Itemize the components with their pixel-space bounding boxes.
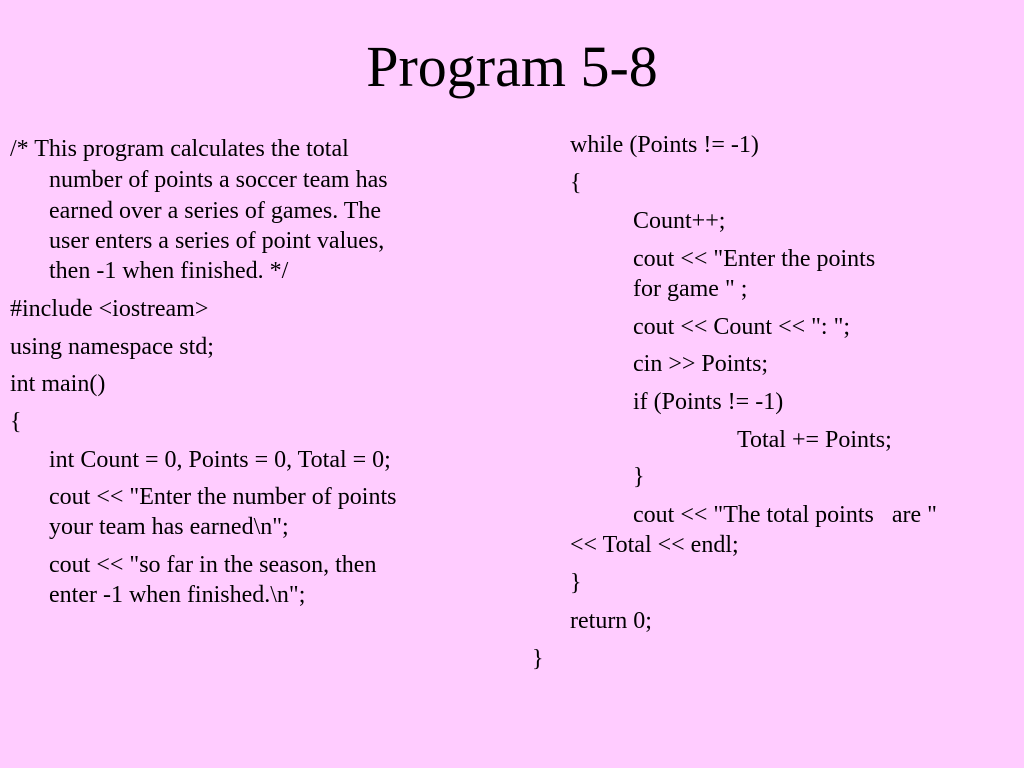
code-line: enter -1 when finished.\n"; (49, 582, 306, 608)
code-line: cout << "so far in the season, then (49, 552, 377, 578)
code-line: then -1 when finished. */ (49, 258, 289, 284)
code-line: cout << Count << ": "; (633, 314, 851, 340)
code-line: { (570, 170, 582, 196)
slide-title: Program 5-8 (366, 34, 658, 99)
code-line: int Count = 0, Points = 0, Total = 0; (49, 447, 391, 473)
code-line: if (Points != -1) (633, 389, 784, 415)
code-line: your team has earned\n"; (49, 514, 289, 540)
code-line: cin >> Points; (633, 351, 769, 377)
code-line: } (633, 464, 645, 490)
code-line: Count++; (633, 208, 726, 234)
code-line: number of points a soccer team has (49, 167, 388, 193)
code-line: earned over a series of games. The (49, 198, 382, 224)
code-line: << Total << endl; (570, 532, 739, 558)
code-line: cout << "Enter the number of points (49, 484, 397, 510)
code-line: { (10, 409, 22, 435)
code-line: for game " ; (633, 276, 748, 302)
code-line: /* This program calculates the total (10, 136, 349, 162)
code-line: return 0; (570, 608, 652, 634)
code-line: Total += Points; (737, 427, 892, 453)
code-line: user enters a series of point values, (49, 228, 385, 254)
code-line: } (570, 570, 582, 596)
code-line: } (532, 646, 544, 672)
code-line: using namespace std; (10, 334, 214, 360)
code-line: int main() (10, 371, 106, 397)
code-line: cout << "The total points are " (633, 502, 937, 528)
code-line: #include <iostream> (10, 296, 209, 322)
code-line: while (Points != -1) (570, 132, 759, 158)
code-line: cout << "Enter the points (633, 246, 876, 272)
